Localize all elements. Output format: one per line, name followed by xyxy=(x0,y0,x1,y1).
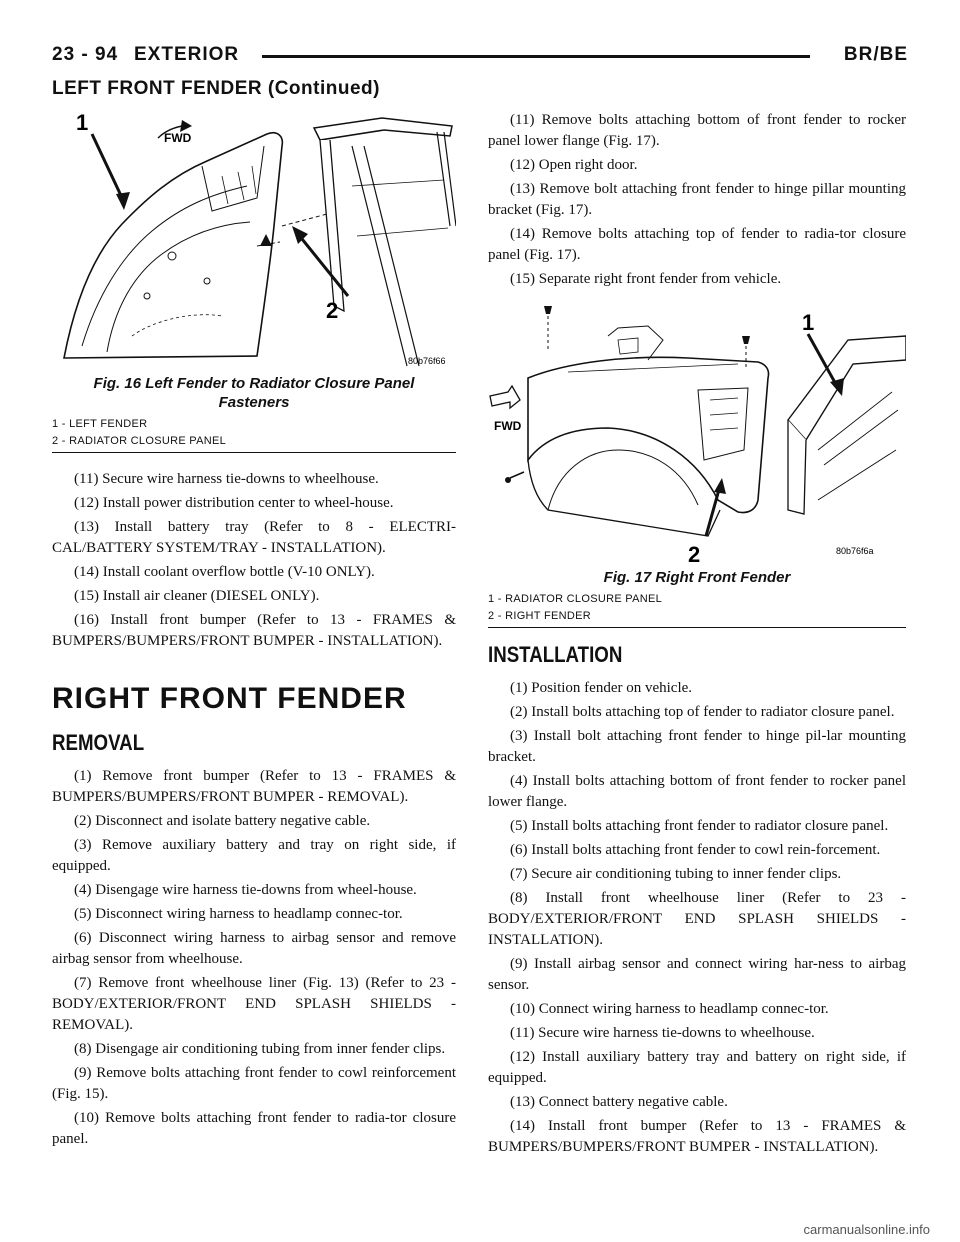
fig17-image-code: 80b76f6a xyxy=(836,546,874,556)
fig17-illustration xyxy=(488,300,906,568)
step: (3) Remove auxiliary battery and tray on right side, if equipped. xyxy=(52,837,456,874)
left-column xyxy=(52,106,456,1153)
step: (12) Install power distribution center to wheel-house. xyxy=(74,495,394,511)
section-title: RIGHT FRONT FENDER xyxy=(52,682,407,715)
step: (14) Install front bumper (Refer to 13 - FRAMES & BUMPERS/BUMPERS/FRONT BUMPER - INSTALLATION). xyxy=(488,1118,906,1155)
fig16-image-code: 80b76f66 xyxy=(408,356,446,366)
step: (9) Remove bolts attaching front fender to cowl reinforcement (Fig. 15). xyxy=(52,1065,456,1102)
fig16-legend-item: 1 - LEFT FENDER xyxy=(52,418,148,430)
step: (6) Disconnect wiring harness to airbag sensor and remove airbag sensor from wheelhouse. xyxy=(52,930,456,967)
removal-steps-continued xyxy=(488,110,906,290)
step: (13) Connect battery negative cable. xyxy=(510,1094,728,1110)
fig16-legend-item: 2 - RADIATOR CLOSURE PANEL xyxy=(52,435,227,447)
step: (15) Install air cleaner (DIESEL ONLY). xyxy=(74,588,320,604)
step: (1) Remove front bumper (Refer to 13 - FRAMES & BUMPERS/BUMPERS/FRONT BUMPER - REMOVAL). xyxy=(52,768,456,805)
step: (3) Install bolt attaching front fender to hinge pil-lar mounting bracket. xyxy=(488,728,906,765)
step: (12) Open right door. xyxy=(510,157,638,173)
figure-17 xyxy=(488,300,906,628)
step: (8) Install front wheelhouse liner (Refer to 23 - BODY/EXTERIOR/FRONT END SPLASH SHIELDS - INSTALLATION). xyxy=(488,890,906,948)
fig16-legend xyxy=(52,416,456,450)
fig16-callout-1: 1 xyxy=(76,110,89,135)
step: (5) Disconnect wiring harness to headlamp connec-tor. xyxy=(74,906,403,922)
figure-16 xyxy=(52,106,456,453)
fig16-illustration xyxy=(52,106,456,374)
section-name: EXTERIOR xyxy=(134,44,240,65)
fig17-legend-item: 1 - RADIATOR CLOSURE PANEL xyxy=(488,593,663,605)
page-header xyxy=(52,44,908,76)
right-column xyxy=(488,110,906,1161)
watermark: carmanualsonline.info xyxy=(803,1222,930,1237)
step: (12) Install auxiliary battery tray and battery on right side, if equipped. xyxy=(488,1049,906,1086)
step: (6) Install bolts attaching front fender to cowl rein-forcement. xyxy=(510,842,881,858)
step: (15) Separate right front fender from vehicle. xyxy=(510,271,782,287)
model-code: BR/BE xyxy=(843,44,908,65)
step: (8) Disengage air conditioning tubing from inner fender clips. xyxy=(74,1041,446,1057)
installation-steps xyxy=(488,678,906,1158)
step: (14) Remove bolts attaching top of fender to radia-tor closure panel (Fig. 17). xyxy=(488,226,906,263)
step: (9) Install airbag sensor and connect wiring har-ness to airbag sensor. xyxy=(488,956,906,993)
removal-steps xyxy=(52,766,456,1150)
step: (7) Secure air conditioning tubing to inner fender clips. xyxy=(510,866,842,882)
step: (1) Position fender on vehicle. xyxy=(510,680,693,696)
fig16-rule xyxy=(52,452,456,453)
fig17-rule xyxy=(488,627,906,628)
step: (13) Remove bolt attaching front fender to hinge pillar mounting bracket (Fig. 17). xyxy=(488,181,906,218)
fig17-fwd-label: FWD xyxy=(494,419,522,433)
step: (14) Install coolant overflow bottle (V-10 ONLY). xyxy=(74,564,375,580)
fig17-legend-item: 2 - RIGHT FENDER xyxy=(488,610,591,622)
step: (7) Remove front wheelhouse liner (Fig. 13) (Refer to 23 - BODY/EXTERIOR/FRONT END SPLASH SHIELDS - REMOVAL). xyxy=(52,975,456,1033)
fig16-callout-2: 2 xyxy=(326,298,339,323)
fig17-callout-2: 2 xyxy=(688,542,701,567)
page-number: 23 - 94 xyxy=(52,44,119,65)
step: (11) Secure wire harness tie-downs to wheelhouse. xyxy=(74,471,379,487)
fig16-caption: Fig. 16 Left Fender to Radiator Closure Panel Fasteners xyxy=(93,375,415,411)
step: (10) Remove bolts attaching front fender to radia-tor closure panel. xyxy=(52,1110,456,1147)
step: (11) Secure wire harness tie-downs to wheelhouse. xyxy=(510,1025,815,1041)
fig16-fwd-label: FWD xyxy=(164,131,192,145)
left-fender-install-steps xyxy=(52,469,456,652)
installation-heading: INSTALLATION xyxy=(488,642,623,667)
step: (16) Install front bumper (Refer to 13 - FRAMES & BUMPERS/BUMPERS/FRONT BUMPER - INSTALLATION). xyxy=(52,612,456,649)
step: (10) Connect wiring harness to headlamp connec-tor. xyxy=(510,1001,829,1017)
step: (2) Disconnect and isolate battery negative cable. xyxy=(74,813,371,829)
step: (5) Install bolts attaching front fender to radiator closure panel. xyxy=(510,818,889,834)
step: (4) Disengage wire harness tie-downs from wheel-house. xyxy=(74,882,417,898)
step: (2) Install bolts attaching top of fender to radiator closure panel. xyxy=(510,704,895,720)
step: (13) Install battery tray (Refer to 8 - ELECTRI-CAL/BATTERY SYSTEM/TRAY - INSTALLATION). xyxy=(52,519,456,556)
fig17-callout-1: 1 xyxy=(802,310,815,335)
continued-heading: LEFT FRONT FENDER (Continued) xyxy=(52,78,380,99)
fig17-caption: Fig. 17 Right Front Fender xyxy=(603,569,791,586)
header-rule xyxy=(262,55,810,58)
removal-heading: REMOVAL xyxy=(52,730,145,755)
step: (4) Install bolts attaching bottom of front fender to rocker panel lower flange. xyxy=(488,773,906,810)
step: (11) Remove bolts attaching bottom of front fender to rocker panel lower flange (Fig. 17). xyxy=(488,112,906,149)
fig17-legend xyxy=(488,591,906,625)
